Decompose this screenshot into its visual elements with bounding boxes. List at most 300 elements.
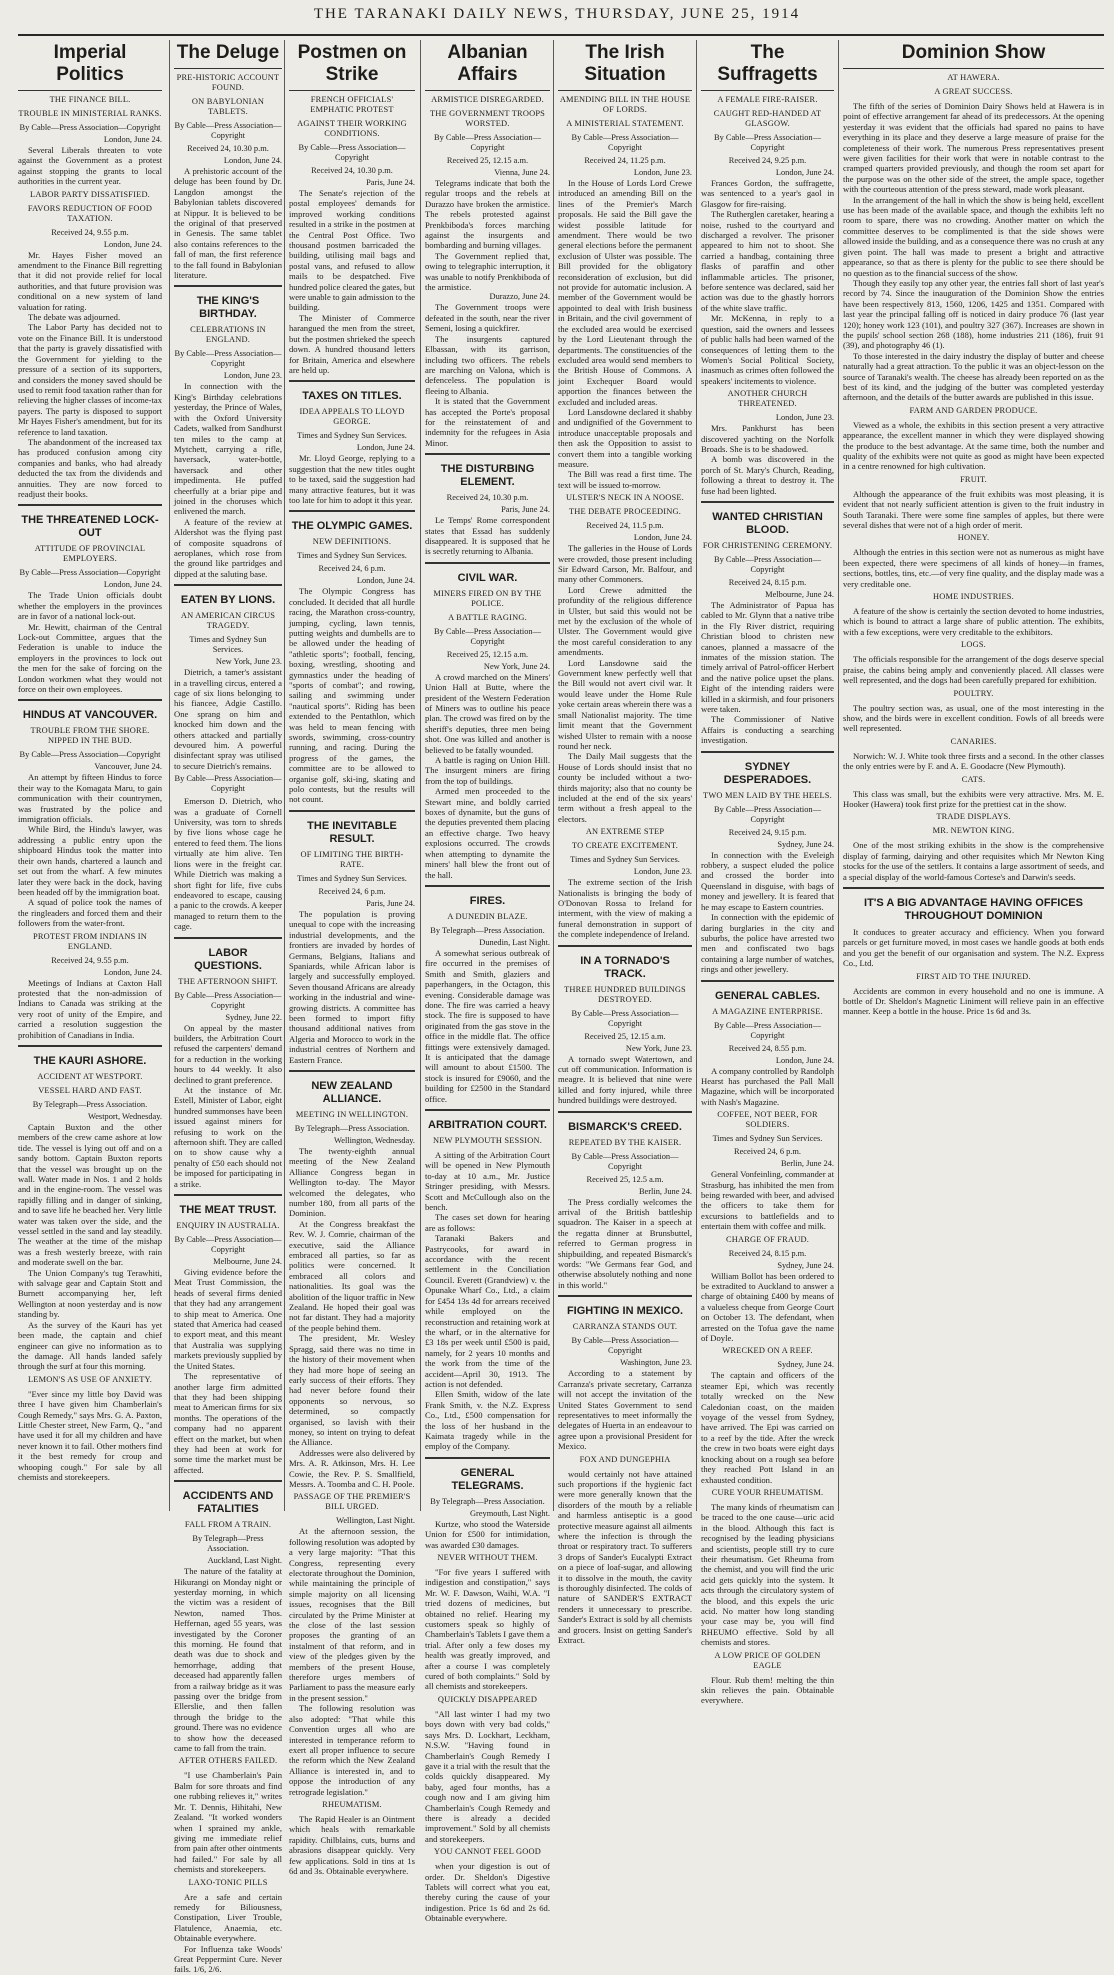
- paragraph: Though they easily top any other year, the entries fall short of last year's record by 74. Since the inauguration of the Dominion Show the entries have been respectively 813, 1560, 1206, 1425 and 1351. Compared with last year the principal falling off is noticed in dairy produce 76 (last year 120); honey work 123 (101), and poultry 327 (367). Increases are shown in the pupils' school section 268 (188), home industries 211 (186), fruit 91 (39), and photography 46 (1).: [843, 277, 1104, 351]
- dateline: London, June 24.: [356, 443, 415, 453]
- section-rule: [558, 1111, 692, 1113]
- dateline: Sydney, June 24.: [777, 1360, 834, 1370]
- section-heading: THE MEAT TRUST.: [179, 1204, 277, 1217]
- paragraph: A feature of the show is certainly the section devoted to home industries, which is bound to attract a large share of public attention. The exhibits, with a few exceptions, were very creditable to the exhibitors.: [843, 606, 1104, 637]
- byline: By Cable—Press Association—Copyright: [571, 133, 679, 152]
- sub-heading: IDEA APPEALS TO LLOYD GEORGE.: [299, 407, 405, 427]
- paragraph: The Union Company's tug Terawhiti, with salvage gear and Captain Stott and Burnett accompanying her, left Wellington at noon yesterday and is now standing by.: [18, 1267, 162, 1320]
- section-heading: ACCIDENTS AND FATALITIES: [182, 1490, 274, 1516]
- paragraph: The Commissioner of Native Affairs is conducting a searching investigation.: [701, 714, 834, 746]
- dateline: Paris, June 24.: [366, 898, 415, 908]
- byline: By Cable—Press Association—Copyright: [713, 804, 821, 824]
- dateline: London, June 24.: [775, 168, 834, 177]
- byline: By Telegraph—Press Association.: [32, 1099, 148, 1109]
- paragraph: would certainly not have attained such proportions if the hygienic fact were more generally known that the disorders of the mouth by a reliable and harmless antiseptic is a good protective measure against all ailments where the infection is through the throat or respiratory tract. To sufferers 3 drops of Sander's Eucalypti Extract on a piece of loaf-sugar, and allowing it to dissolve in the mouth, the cavity is thoroughly disinfected. The colds of nature of SANDER'S EXTRACT renders it unnecessary to prescribe. Sander's Extract is sold by all chemists and grocers. Insist on getting Sander's Extract.: [558, 1468, 692, 1646]
- byline: Received 24, 10.30 p.m.: [446, 493, 529, 503]
- section-rule: [701, 751, 834, 753]
- paragraph: Lord Lansdowne declared it shabby and undignified of the Government to introduce unacceptable proposals and then ask the Opposition to assist to convert them into a tangible working measure.: [558, 406, 692, 469]
- sub-heading: A GREAT SUCCESS.: [934, 87, 1013, 96]
- section-rule: [558, 945, 692, 947]
- paragraph: The Labor Party has decided not to vote on the Finance Bill. It is understood that the party is gravely dissatisfied with the Government for yielding to the pressure of a section of its supporters, and considers the money saved should be used to remit food taxation rather than for relieving the higher classes of income-tax payers. The party is disposed to support Mr Hayes Fisher's amendment, but for its reference to land taxation.: [18, 322, 162, 437]
- sub-heading: LAXO-TONIC PILLS: [188, 1877, 268, 1887]
- sub-heading: FALL FROM A TRAIN.: [184, 1520, 272, 1530]
- section-rule: [174, 937, 282, 939]
- sub-heading: A MAGAZINE ENTERPRISE.: [712, 1006, 823, 1016]
- sub-heading: AT HAWERA.: [947, 73, 1000, 82]
- section-heading: THE KING'S BIRTHDAY.: [196, 295, 260, 321]
- paragraph: This class was small, but the exhibits were very attractive. Mrs. M. E. Hooker (Hawera) took first prize for the prettiest cat in the show.: [843, 788, 1104, 809]
- dateline: New York, June 24.: [483, 661, 550, 671]
- column-irish-situation: [558, 40, 692, 1646]
- paragraph: Although the entries in this section were not as numerous as might have been expected, there were specimens of all kinds of honey—in frames, sections, bottles, tins, etc.—of very fine quality, and the display made was a very creditable one.: [843, 547, 1104, 589]
- paragraph: Lord Lansdowne said the Government knew perfectly well that the Bill would not avert civil war. It would leave under the Home Rule yoke certain areas wherein there was a small Nationalist majority. The time limit meant that the Government wished Ulster to remain with a noose round her neck.: [558, 657, 692, 751]
- sub-heading: FAVORS REDUCTION OF FOOD TAXATION.: [27, 203, 153, 223]
- sub-heading: ULSTER'S NECK IN A NOOSE.: [566, 493, 684, 503]
- paragraph: A squad of police took the names of the ringleaders and forced them and their followers from the water-front.: [18, 897, 162, 929]
- sub-heading: MR. NEWTON KING.: [932, 826, 1015, 836]
- paragraph: The Press cordially welcomes the arrival of the British battleship squadron. The Kaiser in a speech at the regatta dinner at Brunsbuttel, referred to German progress in shipbuilding, and repeated Bismarck's words: "We Germans fear God, and otherwise absolutely nothing and none in this world.": [558, 1196, 692, 1290]
- column-headline: Postmen on Strike: [289, 42, 415, 91]
- column-divider: [169, 40, 170, 1511]
- paragraph: "Ever since my little boy David was three I have given him Chamberlain's Cough Remedy," says Mrs. G. A. Paxton, Little Chester street, New Farm, Q., "and have used it for all my children and have never known it to fail. Other mothers find it the best remedy for croup and whooping cough." For sale by all chemists and storekeepers.: [18, 1388, 162, 1482]
- byline: Received 24, 10.30 p.m.: [187, 144, 269, 153]
- section-rule: [174, 1194, 282, 1196]
- dateline: Durazzo, June 24.: [489, 292, 550, 302]
- sub-heading: OF LIMITING THE BIRTH-RATE.: [300, 849, 404, 869]
- sub-heading: MINERS FIRED ON BY THE POLICE.: [433, 588, 542, 608]
- dateline: Sydney, June 24.: [777, 1260, 834, 1270]
- sub-heading: REPEATED BY THE KAISER.: [568, 1137, 682, 1147]
- sub-heading: ACCIDENT AT WESTPORT.: [37, 1071, 143, 1081]
- section-heading: HINDUS AT VANCOUVER.: [22, 709, 158, 722]
- byline: Received 24, 8.15 p.m.: [728, 1248, 807, 1258]
- paragraph: A sitting of the Arbitration Court will be opened in New Plymouth to-day at 10 a.m., Mr. Justice Stringer presiding, with Messrs. Scott and McCullough also on the bench.: [425, 1150, 550, 1213]
- paragraph: It conduces to greater accuracy and efficiency. When you forward parcels or get furniture moved, in most cases we handle goods at both ends and you get the benefit of our organisation and system. The N.Z. Express Co., Ltd.: [843, 926, 1104, 969]
- paragraph: At the afternoon session, the following resolution was adopted by a very large majority: "That this Congress, representing every electorate throughout the Dominion, while maintaining the principle of simple majority on all licensing issues, recognises that the Bill circulated by the Prime Minister at the close of the last session proposes the granting of an instalment of that reform, and in view of the pledges given by the members of the present House, therefore urges members of Parliament to pass the measure early in the present session.": [289, 1526, 415, 1703]
- paragraph: The Government troops were defeated in the south, near the river Semeni, losing a quickfirer.: [425, 302, 550, 334]
- paragraph: The Rutherglen caretaker, hearing a noise, rushed to the courtyard and discharged a revolver. The prisoner appeared to him not to shoot. She carried a handbag, containing three flasks of paraffin and other inflammable articles. The prisoner, before sentence was declared, said her action was due to the ghastly horrors of the white slave traffic.: [701, 209, 834, 313]
- section-rule: [425, 1457, 550, 1459]
- sub-heading: TO CREATE EXCITEMENT.: [571, 841, 678, 851]
- byline: By Telegraph—Press Association.: [430, 1496, 545, 1506]
- section-heading: THE OLYMPIC GAMES.: [291, 520, 413, 533]
- sub-heading: CHARGE OF FRAUD.: [725, 1234, 809, 1244]
- sub-heading: FOX AND DUNGEPHIA: [579, 1454, 671, 1464]
- section-heading: GENERAL TELEGRAMS.: [451, 1466, 524, 1492]
- sub-heading: AN EXTREME STEP: [585, 827, 665, 837]
- byline: Received 25, 12.15 a.m.: [584, 1031, 666, 1041]
- paragraph: The many kinds of rheumatism can be traced to the one cause—uric acid in the blood. Although this fact is recognised by the leading physicians and scientists, people still try to cure their rheumatism. Get Rheuma from the chemist, and you will find the uric acid gets quickly into the system. It acts through the circulatory system of the blood, and this expels the uric acid. No matter how long standing your case may be, you will find RHEUMO effective. Sold by all chemists and stores.: [701, 1501, 834, 1648]
- paragraph: The Daily Mail suggests that the House of Lords should insist that no county be included without a two-thirds majority; also that no county be included at the end of the six years' term without a fresh appeal to the electors.: [558, 751, 692, 824]
- paragraph: Emerson D. Dietrich, who was a graduate of Cornell University, was torn to shreds by five lions whose cage he entered to feed them. The lions virtually ate him alive. Ten lions were in the freight car. While Dietrich was making a short fight for life, five cubs endeavored to escape, causing a panic to the crowds. A keeper managed to return them to the cage.: [174, 796, 282, 932]
- column-headline: The Suffragetts: [701, 42, 834, 91]
- paragraph: Mr. Hewitt, chairman of the Central Lock-out Committee, argues that the Federation is unable to induce the employers in the provinces to lock out the men for the sake of forcing on the London workmen what they would not force on their own employees.: [18, 621, 162, 695]
- paragraph: Captain Buxton and the other members of the crew came ashore at low tide. The vessel is lying out off and on a sandy bottom. Captain Buxton reports that the vessel was brought up on the wall. Water made in Nos. 1 and 2 holds and in the engine-room. The vessel was rapidly filling and in danger of sinking, and to save life he beached her. Very little water was taken over the side, and the vessel settled in the sand and lay steadily. The weather at the time of the mishap was a fresh westerly breeze, with rain and moderate swell on the bar.: [18, 1121, 162, 1268]
- paragraph: The captain and officers of the steamer Epi, which was recently totally wrecked on the New Caledonian coast, on the maiden voyage of the vessel from Sydney, have arrived. The Epi was carried on to a reef by the tide. After the wreck the crew in two boats were eight days knocking about on a rough sea before they reached Pott Island in an exhausted condition.: [701, 1370, 834, 1485]
- paragraph: The abandonment of the increased tax has produced confusion among city companies and banks, who had already deducted the tax from the dividends and annuities. They are now forced to readjust their books.: [18, 436, 162, 499]
- sub-heading: TWO MEN LAID BY THE HEELS.: [703, 790, 832, 800]
- section-heading: THE INEVITABLE RESULT.: [307, 819, 397, 845]
- byline: Received 24, 9.25 p.m.: [728, 156, 807, 165]
- paragraph: At the instance of Mr. Estell, Minister of Labor, eight hundred summonses have been issued against miners for refusing to work on the afternoon shift. They are called on to show cause why a penalty of £50 each should not be imposed for participating in a strike.: [174, 1084, 282, 1189]
- byline: Received 25, 12.15 a.m.: [446, 649, 529, 659]
- paragraph: The president, Mr. Wesley Spragg, said there was no time in the history of their movement when they had more hope of seeing an early success of their efforts. They had never before found their opponents so nervous, so determined, so compactly organised, so lavish with their money, so intent on trying to defeat the Alliance.: [289, 1333, 415, 1448]
- sub-heading: AN AMERICAN CIRCUS TRAGEDY.: [180, 611, 276, 631]
- paragraph: Norwich: W. J. White took three firsts and a second. In the other classes the only entries were by F. and A. E. Goodacre (New Plymouth).: [843, 750, 1104, 772]
- section-rule: [289, 510, 415, 512]
- sub-heading: FOR CHRISTENING CEREMONY.: [702, 540, 833, 550]
- dateline: Westport, Wednesday.: [87, 1111, 162, 1121]
- sub-heading: FARM AND GARDEN PRODUCE.: [909, 405, 1038, 415]
- sub-heading: LEMON'S AS USE OF ANXIETY.: [27, 1374, 153, 1384]
- paragraph: Dietrich, a tamer's assistant in a travelling circus, entered a cage of six lions belonging to his fiancee, Adgie Castillo. One sprang on him and knocked him down and the others attacked and partially devoured him. A powerful disinfectant spray was utilised to secure Dietrich's remains.: [174, 667, 282, 771]
- sub-heading: ARMISTICE DISREGARDED.: [431, 95, 544, 104]
- section-rule: [558, 1295, 692, 1297]
- paragraph: It is stated that the Government has accepted the Porte's proposal for the reinstatement of and indemnity for the refugees in Asia Minor.: [425, 396, 550, 448]
- section-rule: [18, 699, 162, 701]
- column-headline: The Irish Situation: [558, 42, 692, 91]
- sub-heading: A DUNEDIN BLAZE.: [447, 911, 528, 921]
- paragraph: The Minister of Commerce harangued the men from the street, but the postmen shrieked the speech down. A hundred thousand letters for Britain, America and elsewhere are held up.: [289, 312, 415, 375]
- paragraph: The Administrator of Papua has cabled to Mr. Glynn that a native tribe in the Fly River district, requiring Christian blood to christen new canoes, planned a massacre of the inmates of the mission station. The timely arrival of Patrol-officer Herbert and the native police upset the plans. Eight of the intending raiders were killed in a skirmish, and four prisoners were taken.: [701, 599, 834, 715]
- dateline: London, June 23.: [633, 168, 692, 177]
- paragraph: To those interested in the dairy industry the display of butter and cheese naturally had a great attraction. To the public it was an object-lesson on the source of Taranaki's wealth. The cheese has already been reported on as the best of its kind, and the judging of the butter was completed yesterday afternoon, and the details of the butter awards are published in this issue.: [843, 350, 1104, 403]
- dateline: New York, June 23.: [215, 657, 282, 667]
- section-heading: CIVIL WAR.: [457, 571, 518, 584]
- masthead-rule: [18, 34, 1104, 36]
- paragraph: Viewed as a whole, the exhibits in this section present a very attractive appearance, the excellent manner in which they were displayed showing the produce to the best advantage. At the same time, both the number and quality of the exhibits were not quite as good as might have been expected in a centre renowned for high cultivation.: [843, 419, 1104, 472]
- paragraph: In connection with the King's Birthday celebrations yesterday, the Prince of Wales, with the Oxford University Cadets, walked from Sandhurst ten miles to the camp at Mytchett, carrying a rifle, haversack, water-bottle, haversack and other impedimenta. He puffed cheerfully at a briar pipe and joined in the choruses which enlivened the march.: [174, 381, 282, 517]
- byline: Received 24, 6 p.m.: [318, 886, 386, 896]
- sub-heading: AGAINST THEIR WORKING CONDITIONS.: [297, 119, 407, 138]
- paragraph: While Bird, the Hindu's lawyer, was addressing a public entry upon the shipboard Hindus took the matter into their own hands, chartered a launch and set out from the wharf. A few minutes later they were back in the dock, having been headed off by the immigration boat.: [18, 824, 162, 897]
- paragraph: According to a statement by Carranza's private secretary, Carranza will not accept the invitation of the United States Government to send representatives to meet informally the delegates of Huerta in an endeavour to agree upon a provisional President for Mexico.: [558, 1368, 692, 1452]
- section-heading: WANTED CHRISTIAN BLOOD.: [712, 510, 823, 536]
- byline: Times and Sydney Sun Services.: [712, 1134, 823, 1144]
- byline: Received 24, 6 p.m.: [318, 564, 386, 574]
- paragraph: An attempt by fifteen Hindus to force their way to the Komagata Maru, to gain communication with their countrymen, was frustrated by the police and immigration officials.: [18, 772, 162, 825]
- column-divider: [696, 40, 697, 1511]
- column-dominion-show: [843, 40, 1104, 1511]
- section-rule: [425, 453, 550, 455]
- paragraph: Mr. McKenna, in reply to a question, said the owners and lessees of public halls had been warned of the consequences of letting them to the Women's Social Political Society, inasmuch as crimes often followed the speakers' incitements to violence.: [701, 313, 834, 386]
- sub-heading: CATS.: [961, 774, 986, 784]
- dateline: Sydney, June 24.: [777, 839, 834, 849]
- paragraph: The Bill was read a first time. The text will be issued to-morrow.: [558, 469, 692, 490]
- paragraph: A battle is raging on Union Hill. The insurgent miners are firing from the top of buildings.: [425, 755, 550, 786]
- sub-heading: FRENCH OFFICIALS' EMPHATIC PROTEST: [310, 95, 394, 114]
- byline: Received 25, 12.15 a.m.: [446, 156, 529, 165]
- byline: Received 24, 6 p.m.: [734, 1147, 801, 1157]
- byline: By Cable—Press Association—Copyright: [433, 626, 541, 646]
- section-heading: SYDNEY DESPERADOES.: [723, 760, 812, 786]
- dateline: Greymouth, Last Night.: [469, 1508, 550, 1518]
- sub-heading: A FEMALE FIRE-RAISER.: [717, 95, 818, 104]
- sub-heading: A BATTLE RAGING.: [448, 612, 527, 622]
- sub-heading: YOU CANNOT FEEL GOOD: [433, 1847, 542, 1857]
- sub-heading: THE GOVERNMENT TROOPS WORSTED.: [429, 109, 546, 128]
- column-headline: Dominion Show: [843, 42, 1104, 69]
- sub-heading: ON BABYLONIAN TABLETS.: [191, 97, 265, 116]
- paragraph: "I use Chamberlain's Pain Balm for sore throats and find one rubbing relieves it," writes Mr. T. Dennis, Hihitahi, New Zealand. "It worked wonders when I sprained my ankle, giving me immediate relief from pain after other ointments had failed." For sale by all chemists and storekeepers.: [174, 1770, 282, 1875]
- sub-heading: CAUGHT RED-HANDED AT GLASGOW.: [713, 109, 822, 128]
- byline: By Cable—Press Association—Copyright: [713, 554, 821, 574]
- paragraph: The insurgents captured Elbassan, with its garrison, including two officers. The rebels are marching on Valona, which is defenceless. The population is fleeing to Albania.: [425, 333, 550, 396]
- byline: By Cable—Press Association—Copyright: [19, 123, 161, 132]
- sub-heading: FIRST AID TO THE INJURED.: [916, 971, 1031, 981]
- section-heading: FIGHTING IN MEXICO.: [566, 1305, 684, 1318]
- byline: By Cable—Press Association—Copyright: [174, 774, 282, 794]
- paragraph: when your digestion is out of order. Dr. Sheldon's Digestive Tablets will correct what you eat, thereby curing the cause of your indigestion. Price 1s 6d and 2s 6d. Obtainable everywhere.: [425, 1861, 550, 1924]
- paragraph: Frances Gordon, the suffragette, was sentenced to a year's gaol in Glasgow for fire-raising.: [701, 178, 834, 209]
- dateline: Vancouver, June 24.: [94, 762, 162, 772]
- sub-heading: TROUBLE IN MINISTERIAL RANKS.: [18, 109, 162, 118]
- paragraph: Taranaki Bakers and Pastrycooks, for award in accordance with the recent settlement in the Conciliation Council. Everett (Grandview) v. the Opunake Wharf Co., Ltd., a claim for £454 13s 4d for arrears received while employed on the reconstruction and retaining work at the wharf, or in the alternative for £3 18s per week until £500 is paid, namely, for 2 years 10 months and the work from the time of the accident—April 30, 1913. The action is not defended.: [425, 1233, 550, 1389]
- section-rule: [425, 885, 550, 887]
- byline: Times and Sydney Sun Services.: [570, 855, 680, 865]
- sub-heading: ANOTHER CHURCH THREATENED.: [727, 389, 808, 409]
- section-rule: [174, 584, 282, 586]
- paragraph: Although the appearance of the fruit exhibits was most pleasing, it is evident that not nearly sufficient attention is given to the fruit industry in South Taranaki. There were some fine samples of apples, but there were several dishes that were not of a high order of merit.: [843, 488, 1104, 531]
- sub-heading: HONEY.: [957, 533, 990, 543]
- byline: By Cable—Press Association—Copyright: [713, 133, 821, 152]
- sub-heading: CURE YOUR RHEUMATISM.: [711, 1487, 824, 1497]
- paragraph: The Government replied that, owing to telegraphic interruption, it was unable to notify Prenkbiboda of the armistice.: [425, 250, 550, 293]
- paragraph: The extreme section of the Irish Nationalists is bringing the body of O'Donovan Rossa to Ireland for interment, with the view of making a funeral demonstration in support of the complete independence of Ireland.: [558, 877, 692, 940]
- column-the-deluge: [174, 40, 282, 1975]
- column-suffragetts: [701, 40, 834, 1706]
- paragraph: A prehistoric account of the deluge has been found by Dr. Langdon amongst the Babylonian tablets discovered at Nippur. It is believed to be the original of that preserved in Genesis. The same tablet also contains references to the fall of man, the first reference to the fall found in Babylonian literature.: [174, 166, 282, 281]
- paragraph: Ellen Smith, widow of the late Frank Smith, v. the N.Z. Express Co., Ltd., £500 compensation for the loss of her husband in the Kaimata tragedy while in the employ of the Company.: [425, 1389, 550, 1452]
- dateline: London, June 24.: [633, 533, 692, 543]
- paragraph: Are a safe and certain remedy for Biliousness, Constipation, Liver Trouble, Flatulence, Anaemia, etc. Obtainable everywhere.: [174, 1891, 282, 1944]
- paragraph: "All last winter I had my two boys down with very bad colds," says Mrs. D. Lockhart, Leckham, N.S.W. "Having found in Chamberlain's Cough Remedy I gave it a trial with the result that the colds quickly disappeared. My baby, aged four months, has a cough now and I am giving him Chamberlain's Cough Remedy and there is already a decided improvement." Sold by all chemists and storekeepers.: [425, 1708, 550, 1844]
- sub-heading: CARRANZA STANDS OUT.: [572, 1322, 678, 1332]
- paragraph: Kurtze, who stood the Waterside Union for £500 for intimidation, was awarded £30 damages.: [425, 1518, 550, 1550]
- byline: Times and Sydney Sun Services.: [297, 873, 407, 883]
- paragraph: The Trade Union officials doubt whether the employers in the provinces are in favor of a national lock-out.: [18, 590, 162, 622]
- section-heading: THE THREATENED LOCK-OUT: [21, 514, 159, 540]
- dateline: London, June 24.: [103, 135, 162, 144]
- paragraph: A somewhat serious outbreak of fire occurred in the premises of Smith and Smith, glaziers and paperhangers, in the Octagon, this evening. Considerable damage was done. The fire was carried a heavy stock. The fire is supposed to have originated from the gas stove in the office in the middle flat. The office fittings were extensively damaged. It is anticipated that the damage will amount to about £1500. The stock is insured for £9060, and the building for £2500 in the Standard office.: [425, 947, 550, 1104]
- section-rule: [425, 1109, 550, 1111]
- dateline: Dunedin, Last Night.: [479, 937, 550, 947]
- sub-heading: TRADE DISPLAYS.: [936, 812, 1011, 822]
- sub-heading: NEVER WITHOUT THEM.: [437, 1553, 538, 1562]
- byline: By Telegraph—Press Association.: [294, 1123, 410, 1133]
- column-postmen-strike: [289, 40, 416, 1876]
- dateline: Paris, June 24.: [501, 505, 550, 515]
- dateline: London, June 24.: [103, 967, 162, 977]
- paragraph: In the arrangement of the hall in which the show is being held, excellent use has been made of the available space, and though the exhibits left no room to spare, there was no crowding. Another matter on which the committee deserves to be complimented is that the side shows were allowed inside the building, and as a consequence there was no crush at any given point. The hall was made to present a bright and attractive appearance, so that as there is plenty for the public to see there should be no question as to the financial success of the show.: [843, 194, 1104, 278]
- column-imperial-politics: [18, 40, 162, 1511]
- paragraph: The Olympic Congress has concluded. It decided that all hurdle racing, the Marathon cross-country, jumping, cycling, lawn tennis, putting weights and dumbells are to be allowed under the heading of "athletic sports"; football, fencing, boxing, wrestling, shooting and gymnastics under the heading of "sports of combat"; and rowing, sailing and swimming under "nautical sports". Riding has been extended to the Pentathlon, which was held to mean fencing with swords, swimming, cross-country running, and racing. During the progress of the games, the committee are to be allowed to organise golf, ski-ing, skating and polo contests, but the results will not count.: [289, 586, 415, 805]
- paragraph: Addresses were also delivered by Mrs. A. R. Atkinson, Mrs. H. Lee Cowie, the Rev. P. S. Smallfield, Messrs. A. Toomba and C. H. Poole.: [289, 1447, 415, 1489]
- dateline: London, June 23.: [223, 371, 282, 381]
- sub-heading: CELEBRATIONS IN ENGLAND.: [190, 325, 266, 345]
- sub-heading: TROUBLE FROM THE SHORE. NIPPED IN THE BUD.: [30, 726, 150, 746]
- section-rule: [174, 1480, 282, 1482]
- section-heading: EATEN BY LIONS.: [180, 594, 276, 607]
- dateline: Auckland, Last Night.: [207, 1556, 282, 1566]
- section-heading: THE DISTURBING ELEMENT.: [440, 463, 535, 489]
- column-headline: Albanian Affairs: [425, 42, 550, 91]
- section-heading: GENERAL CABLES.: [715, 989, 820, 1002]
- paragraph: Telegrams indicate that both the regular troops and the rebels at Durazzo have broken the armistice. The rebels protested against Prenkbiboda's forces marching against the insurgents and bombarding and burning villages.: [425, 178, 550, 251]
- sub-heading: LOGS.: [961, 640, 986, 650]
- paragraph: "For five years I suffered with indigestion and constipation," says Mr. W. F. Dawson, Waihi, W.A. "I tried dozens of medicines, but obtained no relief. Hearing my customers speak so highly of Chamberlain's Tablets I gave them a trial. After only a few doses my health was greatly improved, and after a course I was completely cured of both complaints." Sold by all chemists and storekeepers.: [425, 1567, 550, 1692]
- column-albanian-affairs: [425, 40, 550, 1924]
- paragraph: The officials responsible for the arrangement of the dogs deserve special praise, the cabins being amply and conveniently placed. All classes were well represented, and the dogs had been carefully prepared for exhibition.: [843, 654, 1104, 686]
- section-rule: [289, 380, 415, 382]
- byline: Received 24, 9.55 p.m.: [51, 955, 129, 965]
- sub-heading: THE DEBATE PROCEEDING.: [568, 507, 682, 517]
- paragraph: Mr. Hayes Fisher moved an amendment to the Finance Bill regretting that it did not provide relief for local authorities, and that future provision was conditional on a new system of land valuation for rating.: [18, 249, 162, 312]
- sub-heading: ENQUIRY IN AUSTRALIA.: [176, 1221, 280, 1231]
- byline: By Cable—Press Association—Copyright: [174, 121, 282, 140]
- section-heading: LABOR QUESTIONS.: [194, 946, 262, 972]
- sub-heading: THE FINANCE BILL.: [49, 95, 131, 104]
- section-heading: IN A TORNADO'S TRACK.: [580, 954, 670, 980]
- byline: By Cable—Press Association—Copyright: [713, 1020, 821, 1040]
- sub-heading: COFFEE, NOT BEER, FOR SOLDIERS.: [717, 1110, 818, 1130]
- paragraph: The population is proving unequal to cope with the increasing industrial developments, and the frontiers are invaded by hordes of Germans, Belgians, Italians and Spaniards, while African labor is largely and successfully employed. Seven thousand Africans are already working in the industrial and wine-growing districts. A committee has been formed to import fifty thousand additional natives from Algeria and Morocco to work in the industrial centres of Northern and Eastern France.: [289, 908, 415, 1065]
- sub-heading: LABOR PARTY DISSATISFIED.: [30, 189, 150, 199]
- sub-heading: PROTEST FROM INDIANS IN ENGLAND.: [32, 931, 148, 951]
- paragraph: The Senate's rejection of the postal employees' demands for improved working conditions resulted in a strike in the postmen at the Central Post Office. Two thousand postmen barricaded the building, utilising mail bags and postal vans, and refused to allow mails to be despatched. Five hundred police cleared the gates, but were unable to gain admission to the building.: [289, 188, 416, 313]
- sub-heading: VESSEL HARD AND FAST.: [38, 1085, 142, 1095]
- byline: By Cable—Press Association—Copyright: [571, 1008, 679, 1028]
- paragraph: A feature of the review at Aldershot was the flying past of composite squadrons of aeroplanes, which rose from the ground like partridges and dipped at the saluting base.: [174, 516, 282, 579]
- section-heading: IT'S A BIG ADVANTAGE HAVING OFFICES THROUGHOUT DOMINION: [864, 896, 1083, 922]
- sub-heading: MEETING IN WELLINGTON.: [295, 1109, 409, 1119]
- byline: Times and Sydney Sun Services.: [297, 431, 407, 441]
- byline: By Cable—Press Association—Copyright: [433, 133, 541, 152]
- paragraph: Armed men proceeded to the Stewart mine, and boldly carried boxes of dynamite, but the guns of the deputies prevented them placing an effective charge. Two heavy explosions occurred. The crowds when attempting to dynamite the miners' hall blew the front out of the hall.: [425, 786, 550, 880]
- byline: By Cable—Press Association—Copyright: [571, 1336, 679, 1356]
- byline: By Cable—Press Association—Copyright: [174, 349, 282, 369]
- dateline: Berlin, June 24.: [638, 1186, 692, 1196]
- paragraph: As the survey of the Kauri has yet been made, the captain and chief engineer can give no information as to the damage. All hands landed safely through the surf at four this morning.: [18, 1319, 162, 1372]
- paragraph: Le Temps' Rome correspondent states that Essad has suddenly disappeared. It is supposed that he is secretly returning to Albania.: [425, 515, 550, 557]
- sub-heading: AMENDING BILL IN THE HOUSE OF LORDS.: [559, 95, 691, 114]
- section-heading: ARBITRATION COURT.: [428, 1119, 547, 1131]
- dateline: Melbourne, June 24.: [765, 589, 834, 599]
- sub-heading: THE AFTERNOON SHIFT.: [178, 976, 278, 986]
- sub-heading: PASSAGE OF THE PREMIER'S BILL URGED.: [293, 1492, 411, 1512]
- byline: By Cable—Press Association—Copyright: [19, 568, 161, 578]
- sub-heading: PRE-HISTORIC ACCOUNT FOUND.: [176, 73, 280, 92]
- dateline: London, June 23.: [633, 867, 692, 877]
- column-headline: Imperial Politics: [18, 42, 162, 91]
- sub-heading: CANARIES.: [950, 736, 997, 746]
- dateline: Sydney, June 22.: [225, 1012, 282, 1022]
- byline: Received 24, 8.15 p.m.: [728, 577, 807, 587]
- byline: Received 24, 11.5 p.m.: [586, 521, 664, 531]
- section-rule: [425, 562, 550, 564]
- column-divider: [420, 40, 421, 1511]
- paragraph: Meetings of Indians at Caxton Hall protested that the non-admission of Indians to Canada was striking at the very root of unity of the Empire, and carried a resolution suggestion the prohibition of Canadians in India.: [18, 977, 162, 1040]
- section-heading: TAXES ON TITLES.: [302, 390, 402, 403]
- paragraph: The following resolution was also adopted: "That while this Convention urges all who are interested in temperance reform to exert all proper influence to secure the reform which the New Zealand Alliance is interested in, and to oppose the introduction of any retrograde legislation.": [289, 1703, 415, 1797]
- sub-heading: QUICKLY DISAPPEARED: [437, 1694, 538, 1704]
- sub-heading: NEW DEFINITIONS.: [312, 537, 392, 547]
- column-divider: [838, 40, 839, 1511]
- section-rule: [18, 504, 162, 506]
- section-rule: [701, 980, 834, 982]
- sub-heading: ATTITUDE OF PROVINCIAL EMPLOYERS.: [34, 544, 146, 564]
- paragraph: At the Congress breakfast the Rev. W. J. Comrie, chairman of the executive, said the Alliance embraced all parties, so far as politics were concerned. It embraced all colors and nationalities. Its goal was the abolition of the liquor traffic in New Zealand. He hoped their goal was not far distant. They had a majority of the people behind them.: [289, 1218, 415, 1333]
- paragraph: Several Liberals threaten to vote against the Government as a protest against stopping the grants to local authorities in the current year.: [18, 145, 162, 187]
- paragraph: Mr. Lloyd George, replying to a suggestion that the new titles ought to be taxed, said the suggestion had many attractive features, but it was too late for him to adopt it this year.: [289, 453, 415, 505]
- section-rule: [289, 810, 415, 812]
- column-divider: [284, 40, 285, 1511]
- dateline: Wellington, Last Night.: [336, 1516, 415, 1526]
- byline: Received 24, 10.30 p.m.: [311, 166, 393, 175]
- paragraph: A company controlled by Randolph Hearst has purchased the Pall Mall Magazine, which will be incorporated with Nash's Magazine.: [701, 1065, 834, 1107]
- sub-heading: WRECKED ON A REEF.: [722, 1346, 813, 1356]
- dateline: Berlin, June 24.: [780, 1159, 834, 1169]
- dateline: London, June 24.: [103, 239, 162, 249]
- dateline: New York, June 23.: [625, 1043, 692, 1053]
- dateline: Washington, June 23.: [620, 1358, 692, 1368]
- sub-heading: RHEUMATISM.: [322, 1799, 382, 1809]
- sub-heading: NEW PLYMOUTH SESSION.: [432, 1136, 543, 1145]
- byline: Times and Sydney Sun Services.: [297, 551, 407, 561]
- paragraph: The poultry section was, as usual, one of the most interesting in the show, and the birds were in excellent condition. Fowls of all breeds were well represented.: [843, 702, 1104, 734]
- section-rule: [289, 1070, 415, 1072]
- paragraph: Flour. Rub them! melting the thin skin relieves the pain. Obtainable everywhere.: [701, 1674, 834, 1706]
- byline: By Cable—Press Association—Copyright: [298, 143, 406, 162]
- byline: Received 24, 8.55 p.m.: [728, 1043, 807, 1053]
- paragraph: For Influenza take Woods' Great Peppermint Cure. Never fails. 1/6, 2/6.: [174, 1943, 282, 1975]
- dateline: London, June 24.: [103, 580, 162, 590]
- paragraph: In connection with the epidemic of daring burglaries in the city and suburbs, the police have arrested two men and confiscated two bags containing a large number of watches, rings and other jewellery.: [701, 912, 834, 975]
- paragraph: The representative of another large firm admitted that they had been shipping meat to American firms for six months. The operations of the company had no apparent effect on the market, but when they had been at work for some time the market must be affected.: [174, 1371, 282, 1475]
- paragraph: In the House of Lords Lord Crewe introduced an amending Bill on the lines of the Premier's March proposals. He said the Bill gave the widest possible latitude for amendment. There would be two general elections before the permanent exclusion of Ulster was possible. The Bill provided for the obligatory reconsideration of exclusion, but did not provide for automatic inclusion. A member of the Government would be appointed to deal with Irish business in Britain, and the civil government of the excluded area would be exercised by the Lord Lieutenant through the departments. The constituencies of the excluded area would send members to the British House of Commons. A joint Exchequer Board would apportion the finances between the excluded and included areas.: [558, 178, 692, 407]
- dateline: Wellington, Wednesday.: [334, 1135, 415, 1145]
- sub-heading: A MINISTERIAL STATEMENT.: [566, 119, 684, 128]
- section-rule: [18, 1045, 162, 1047]
- byline: By Telegraph—Press Association.: [430, 925, 545, 935]
- sub-heading: HOME INDUSTRIES.: [933, 592, 1014, 602]
- paragraph: Lord Crewe admitted the profundity of the religious difference in Ulster, but said this would not be met by the exclusion of the whole of Ulster. The Government would give the most careful consideration to any amendments.: [558, 584, 692, 658]
- paragraph: Accidents are common in every household and no one is immune. A bottle of Dr. Sheldon's Magnetic Liniment will relieve pain in an effective manner. Keep a bottle in the house. Price 1s 6d and 3s.: [843, 985, 1104, 1017]
- dateline: London, June 24.: [775, 1055, 834, 1065]
- dateline: London, June 24.: [223, 156, 282, 165]
- column-divider: [553, 40, 554, 1511]
- paragraph: The galleries in the House of Lords were crowded, those present including Sir Edward Carson, Mr. Balfour, and many other Commoners.: [558, 543, 692, 585]
- byline: Received 24, 11.25 p.m.: [584, 156, 666, 165]
- section-rule: [174, 285, 282, 287]
- byline: Received 24, 9.15 p.m.: [728, 827, 807, 837]
- byline: Received 24, 9.55 p.m.: [51, 227, 129, 237]
- paragraph: The fifth of the series of Dominion Dairy Shows held at Hawera is in point of effective arrangement far ahead of its predecessors. At the opening yesterday it was evident that the officials had spared no pains to have everything in its place and they deserve a large measure of praise for the completeness of their work. The numerous Press representatives present were given facilities for their work that were in notable contrast to the cramped quarters provided previously, and though the room set apart for the purpose was on the other side of the street, the ample space, together with the courteous attention of the press steward, made work pleasant.: [843, 101, 1104, 195]
- dateline: London, June 24.: [356, 576, 415, 586]
- section-heading: THE KAURI ASHORE.: [33, 1054, 147, 1067]
- paragraph: A bomb was discovered in the porch of St. Mary's Church, Reading, following a threat to destroy it. The fuse had been lighted.: [701, 454, 834, 496]
- byline: By Telegraph—Press Association.: [192, 1534, 264, 1554]
- sub-heading: AFTER OTHERS FAILED.: [178, 1756, 278, 1766]
- paragraph: The Rapid Healer is an Ointment which heals with remarkable rapidity. Chilblains, cuts, burns and abrasions disappear quickly. Very few applications. Sold in tins at 1s 6d and 3s. Obtainable everywhere.: [289, 1813, 415, 1876]
- section-rule: [701, 501, 834, 503]
- byline: By Cable—Press Association—Copyright: [19, 750, 161, 760]
- dateline: Paris, June 24.: [366, 178, 415, 187]
- byline: Received 25, 12.5 a.m.: [586, 1174, 664, 1184]
- dateline: London, June 23.: [775, 413, 834, 423]
- paragraph: Giving evidence before the Meat Trust Commission, the heads of several firms denied that they had any arrangement to ship meat to America. One stated that America had ceased to export meat, and this meant that Australia was supplying markets previously supplied by the United States.: [174, 1267, 282, 1371]
- paragraph: A crowd marched on the Miners' Union Hall at Butte, where the president of the Western Federation of Miners was to outline his peace plan. The crowd was fired on by the sheriff's deputies, three men being shot. One was killed and another is believed to be fatally wounded.: [425, 671, 550, 755]
